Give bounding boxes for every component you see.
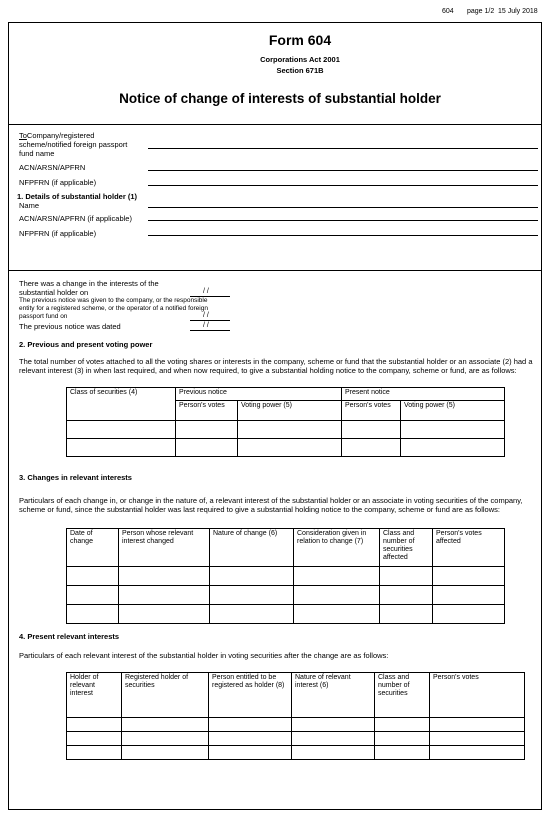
- date-sep: / /: [203, 312, 209, 319]
- section2-heading: 2. Previous and present voting power: [19, 340, 153, 349]
- company-label: ToCompany/registered scheme/notified foreign passport fund name: [19, 131, 128, 158]
- col-entitled: Person entitled to be registered as holder (8): [209, 673, 292, 718]
- nfpfrn2-label: NFPFRN (if applicable): [19, 229, 97, 238]
- previous-notice-text: The previous notice was given to the company, or the responsible entity for a registered scheme, or the operator of a notified foreign passport fund on: [19, 297, 208, 320]
- col-date-of-change: Date of change: [67, 529, 119, 567]
- acn-field[interactable]: [148, 170, 538, 171]
- col-nature-change: Nature of change (6): [210, 529, 294, 567]
- section2-para: The total number of votes attached to all the voting shares or interests in the company, scheme or fund that the substantial holder or an associate (2) had a relevant interest (3) in when last required, and when now required, to give a substantial holding notice to the company, scheme or fund, are as follows:: [19, 357, 533, 375]
- nfpfrn2-field[interactable]: [148, 235, 538, 236]
- col-person-changed: Person whose relevant interest changed: [119, 529, 210, 567]
- previous-notice-header: Previous notice: [176, 388, 342, 401]
- table-row: [67, 439, 505, 457]
- company-field[interactable]: [148, 148, 538, 149]
- nfpfrn-field[interactable]: [148, 185, 538, 186]
- act-label: Corporations Act 2001: [260, 55, 340, 64]
- section3-para: Particulars of each change in, or change in the nature of, a relevant interest of the substantial holder or an associate in voting securities of the company, scheme or fund, since the substantial holder was last required to give a substantial holding notice to the company, scheme or fund are as follows:: [19, 496, 523, 514]
- col-votes-affected: Person's votes affected: [433, 529, 505, 567]
- col-class-number: Class and number of securities: [375, 673, 430, 718]
- name-label: Name: [19, 201, 40, 210]
- col-class-number: Class and number of securities affected: [380, 529, 433, 567]
- section3-heading: 3. Changes in relevant interests: [19, 473, 132, 482]
- table-row: [67, 567, 505, 586]
- col-registered-holder: Registered holder of securities: [122, 673, 209, 718]
- table-row: [67, 746, 525, 760]
- col-consideration: Consideration given in relation to change (7): [294, 529, 380, 567]
- present-interests-table: [66, 672, 525, 760]
- form-title: Form 604: [268, 32, 332, 48]
- table-row: [67, 605, 505, 624]
- previous-dated-field[interactable]: [190, 330, 230, 331]
- present-power-header: Voting power (5): [401, 401, 505, 421]
- change-text: There was a change in the interests of the substantial holder on: [19, 279, 159, 297]
- form-code: 604: [442, 8, 454, 15]
- notice-title: Notice of change of interests of substantial holder: [119, 91, 441, 106]
- table-row: [67, 718, 525, 732]
- name-field[interactable]: [148, 207, 538, 208]
- table-row: [67, 421, 505, 439]
- divider: [8, 124, 542, 125]
- acn-label: ACN/ARSN/APFRN: [19, 163, 86, 172]
- present-notice-header: Present notice: [342, 388, 505, 401]
- section-label: Section 671B: [276, 66, 324, 75]
- details-heading: 1. Details of substantial holder (1): [17, 192, 138, 201]
- date-sep: / /: [203, 288, 209, 295]
- changes-table: [66, 528, 505, 624]
- section4-heading: 4. Present relevant interests: [19, 632, 120, 641]
- class-header: Class of securities (4): [67, 388, 176, 421]
- date-sep: / /: [203, 322, 209, 329]
- nfpfrn-label: NFPFRN (if applicable): [19, 178, 97, 187]
- acn2-label: ACN/ARSN/APFRN (if applicable): [19, 214, 132, 223]
- previous-dated-label: The previous notice was dated: [19, 322, 121, 331]
- col-holder: Holder of relevant interest: [67, 673, 122, 718]
- table-row: [67, 732, 525, 746]
- col-persons-votes: Person's votes: [430, 673, 525, 718]
- voting-power-table: [66, 387, 505, 457]
- col-nature-interest: Nature of relevant interest (6): [292, 673, 375, 718]
- header-date: 15 July 2018: [498, 8, 538, 15]
- section4-para: Particulars of each relevant interest of the substantial holder in voting securities after the change are as follows:: [19, 651, 389, 660]
- present-votes-header: Person's votes: [342, 401, 401, 421]
- divider: [8, 270, 542, 271]
- prev-votes-header: Person's votes: [176, 401, 238, 421]
- prev-power-header: Voting power (5): [238, 401, 342, 421]
- table-row: [67, 586, 505, 605]
- acn2-field[interactable]: [148, 220, 538, 221]
- previous-given-date-field[interactable]: [190, 320, 230, 321]
- page-indicator: page 1/2: [467, 8, 495, 15]
